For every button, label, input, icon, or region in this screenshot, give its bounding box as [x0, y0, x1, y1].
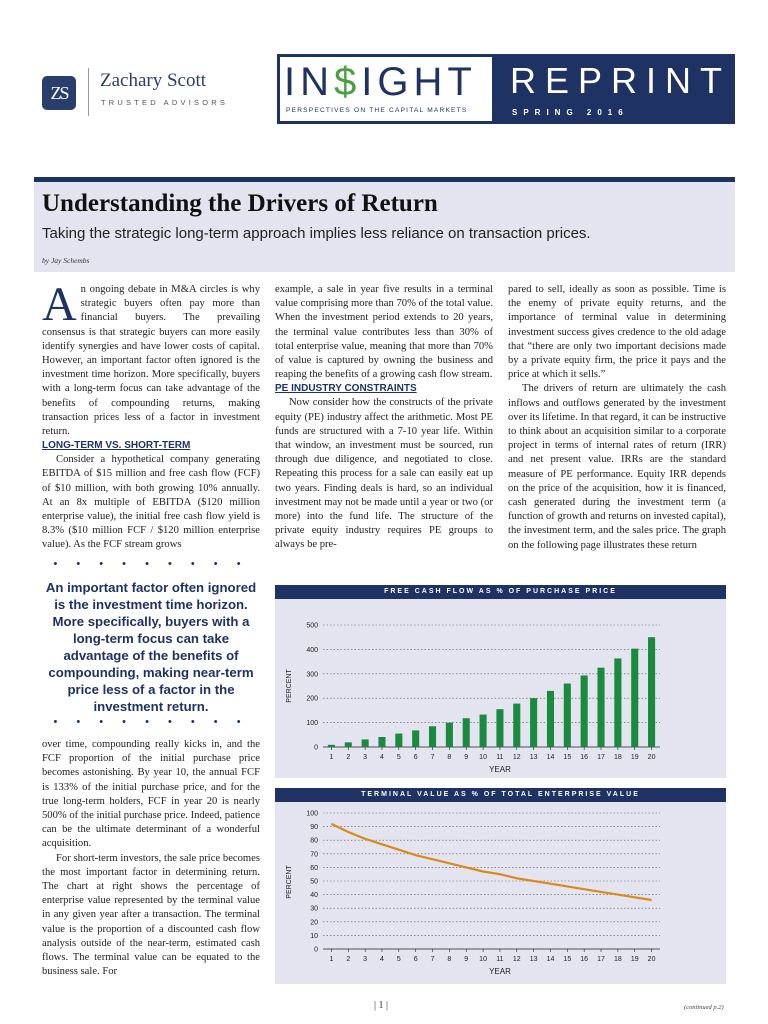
- fcf-bar: [614, 658, 621, 747]
- fcf-bar: [412, 730, 419, 747]
- fcf-bar: [362, 739, 369, 747]
- y-tick-label: 80: [310, 837, 318, 845]
- column-3: [508, 283, 726, 573]
- x-tick-label: 10: [479, 956, 487, 963]
- reprint-label: REPRINT: [510, 60, 732, 101]
- x-tick-label: 15: [563, 956, 572, 963]
- y-tick-label: 30: [310, 905, 318, 913]
- x-tick-label: 7: [430, 956, 435, 963]
- continued-note: (continued p.2): [684, 1004, 724, 1011]
- terminal-value-series-line: [331, 824, 651, 900]
- x-tick-label: 18: [613, 956, 622, 963]
- y-tick-label: 60: [310, 864, 318, 872]
- x-tick-label: 1: [329, 956, 334, 963]
- x-tick-label: 3: [363, 754, 368, 761]
- x-tick-label: 6: [413, 754, 418, 761]
- y-tick-label: 100: [306, 810, 318, 818]
- x-tick-label: 16: [580, 754, 589, 761]
- fcf-chart-ylabel: PERCENT: [286, 669, 293, 703]
- paragraph: The drivers of return are ultimately the cash inflows and outflows generated by the investment over its lifetime. In that regard, it can be instructive to think about an acquisition similar to a corporate project in terms of internal rates of return (IRR) and net present value. IRRs are the standard measure of PE performance. Equity IRR depends on the price of the acquisition, how it is financed, cash generated during the investment term (a function of growth and returns on invested capital), the investment term, and the sales price. The graph on the following page illustrates these return: [508, 383, 726, 551]
- terminal-value-chart-ylabel: PERCENT: [286, 865, 293, 899]
- column-2: [275, 283, 493, 573]
- terminal-value-line-chart: [275, 802, 726, 984]
- y-tick-label: 0: [314, 744, 318, 752]
- fcf-bar: [480, 715, 487, 747]
- y-tick-label: 90: [310, 824, 318, 832]
- fcf-bar-chart: [275, 599, 726, 778]
- x-tick-label: 13: [529, 956, 538, 963]
- paragraph: example, a sale in year five results in a terminal value comprising more than 70% of the total value. When the investment period extends to 20 years, the terminal value contributes less than 30% of total enterprise value, meaning that more than 70% of value is captured by owning the business and reaping the benefits of a growing cash flow stream.: [275, 284, 493, 381]
- fcf-bar: [463, 718, 470, 747]
- fcf-bar: [530, 698, 537, 747]
- paragraph: Consider a hypothetical company generating EBITDA of $15 million and free cash flow (FCF) of $10 million, with both growing 10% annually. At an 8x multiple of EBITDA ($120 million enterprise value), the initial free cash flow yield is 8.3% ($10 million FCF / $120 million enterprise value). As the FCF stream grows: [42, 454, 260, 551]
- x-tick-label: 1: [329, 754, 334, 761]
- column-1-top: [42, 283, 260, 583]
- x-tick-label: 10: [479, 754, 487, 761]
- paragraph: For short-term investors, the sale price becomes the most important factor in determining return. The chart at right shows the percentage of enterprise value represented by the terminal value in any given year after a transaction. The terminal value is the proportion of a discounted cash flow analysis outside of the near-term, estimated cash flows. The terminal value can be equated to the business sale. For: [42, 852, 260, 978]
- fcf-bar: [345, 742, 352, 747]
- issue-season: SPRING 2016: [512, 108, 629, 117]
- fcf-chart-title: FREE CASH FLOW AS % OF PURCHASE PRICE: [275, 585, 726, 599]
- y-tick-label: 0: [314, 946, 318, 954]
- x-tick-label: 2: [346, 754, 351, 761]
- intro-paragraph: An ongoing debate in M&A circles is why strategic buyers often pay more than financial buyers. The prevailing consensus is that strategic buyers can more easily identify synergies and have lower costs of capital. However, an important factor often ignored is the investment time horizon. More specifically, buyers with a long-term focus can take advantage of the benefits of compounding returns, making transaction prices less of a factor in investment return.: [42, 283, 260, 438]
- y-tick-label: 20: [310, 919, 318, 927]
- fcf-chart-xlabel: YEAR: [489, 765, 511, 774]
- x-tick-label: 5: [396, 754, 401, 761]
- dollar-sign-icon: $: [334, 60, 362, 104]
- y-tick-label: 400: [306, 646, 318, 654]
- x-tick-label: 20: [647, 754, 656, 761]
- article-subtitle: Taking the strategic long-term approach implies less reliance on transaction prices.: [42, 225, 591, 242]
- fcf-bar: [581, 676, 588, 747]
- x-tick-label: 6: [413, 956, 418, 963]
- x-tick-label: 16: [580, 956, 589, 963]
- x-tick-label: 18: [613, 754, 622, 761]
- y-tick-label: 40: [310, 892, 318, 900]
- x-tick-label: 5: [396, 956, 401, 963]
- fcf-bar: [328, 745, 335, 747]
- fcf-bar: [446, 723, 453, 747]
- y-tick-label: 500: [306, 622, 318, 630]
- x-tick-label: 19: [630, 754, 639, 761]
- y-tick-label: 50: [310, 878, 318, 886]
- y-tick-label: 200: [306, 695, 318, 703]
- logo-divider: [88, 68, 89, 116]
- column-1-bottom: [42, 738, 260, 998]
- x-tick-label: 4: [380, 956, 384, 963]
- x-tick-label: 3: [363, 956, 368, 963]
- drop-cap: A: [42, 283, 77, 331]
- x-tick-label: 19: [630, 956, 639, 963]
- x-tick-label: 8: [447, 754, 452, 761]
- insight-masthead-title: IN$IGHT: [284, 60, 477, 104]
- fcf-bar: [631, 649, 638, 747]
- x-tick-label: 9: [464, 754, 469, 761]
- x-tick-label: 14: [546, 754, 555, 761]
- section-heading-pe-constraints: PE INDUSTRY CONSTRAINTS: [275, 383, 417, 395]
- brand-tagline: TRUSTED ADVISORS: [101, 98, 229, 107]
- paragraph: over time, compounding really kicks in, and the FCF proportion of the initial purchase price becomes astonishing. By year 10, the annual FCF is 133% of the initial purchase price, and for the true long-term holders, FCF in year 20 is nearly 500% of the initial purchase price. Indeed, patience can be the ultimate determinant of a wonderful acquisition.: [42, 739, 260, 850]
- x-tick-label: 8: [447, 956, 452, 963]
- fcf-bar: [378, 737, 385, 747]
- y-tick-label: 100: [306, 720, 318, 728]
- pull-quote: An important factor often ignored is the investment time horizon. More specifically, buyers with a long-term focus can take advantage of the benefits of compounding, making near-term price less of a factor in the investment return.: [45, 580, 257, 714]
- x-tick-label: 12: [512, 754, 521, 761]
- paragraph: Now consider how the constructs of the private equity (PE) industry affect the arithmetic. Most PE funds are structured with a 7-10 year life. Within that window, an investment must be sourced, run through due diligence, and negotiated to close. Repeating this process for a sale can easily eat up two years. Finding deals is hard, so an individual investment may not be made until a year or two (or more) into the fund life. The structure of the private equity industry requires PE groups to always be pre-: [275, 397, 493, 551]
- fcf-bar: [648, 637, 655, 747]
- x-tick-label: 12: [512, 956, 521, 963]
- fcf-bar: [547, 691, 554, 747]
- y-tick-label: 70: [310, 851, 318, 859]
- paragraph: pared to sell, ideally as soon as possible. Time is the enemy of private equity returns, and the importance of terminal value in determining investment success gives credence to the old adage that “there are only two important decisions made by a private equity firm, the price it pays and the price at which it sells.”: [508, 284, 726, 381]
- terminal-value-chart-xlabel: YEAR: [489, 967, 511, 976]
- x-tick-label: 15: [563, 754, 572, 761]
- x-tick-label: 14: [546, 956, 555, 963]
- insight-subtitle: PERSPECTIVES ON THE CAPITAL MARKETS: [286, 107, 468, 114]
- y-tick-label: 10: [310, 932, 318, 940]
- fcf-bar: [429, 726, 436, 747]
- x-tick-label: 11: [496, 956, 504, 963]
- pull-quote-dots-bottom: • • • • • • • • •: [53, 716, 249, 728]
- brand-name: Zachary Scott: [100, 70, 207, 91]
- x-tick-label: 17: [597, 754, 605, 761]
- terminal-value-chart-title: TERMINAL VALUE AS % OF TOTAL ENTERPRISE VALUE: [275, 788, 726, 802]
- x-tick-label: 17: [597, 956, 605, 963]
- x-tick-label: 2: [346, 956, 351, 963]
- article-byline: by Jay Schembs: [42, 256, 90, 265]
- page-number: | 1 |: [374, 1000, 389, 1011]
- fcf-bar: [496, 709, 503, 747]
- zachary-scott-logo: ZS: [42, 76, 76, 110]
- x-tick-label: 13: [529, 754, 538, 761]
- x-tick-label: 9: [464, 956, 469, 963]
- fcf-bar: [597, 668, 604, 747]
- x-tick-label: 4: [380, 754, 384, 761]
- fcf-bar: [395, 734, 402, 747]
- pull-quote-dots-top: • • • • • • • • •: [53, 558, 249, 570]
- section-heading-long-term: LONG-TERM VS. SHORT-TERM: [42, 440, 191, 452]
- fcf-bar: [513, 704, 520, 747]
- x-tick-label: 7: [430, 754, 435, 761]
- fcf-bar: [564, 684, 571, 747]
- y-tick-label: 300: [306, 671, 318, 679]
- x-tick-label: 20: [647, 956, 656, 963]
- article-title: Understanding the Drivers of Return: [42, 190, 438, 217]
- x-tick-label: 11: [496, 754, 504, 761]
